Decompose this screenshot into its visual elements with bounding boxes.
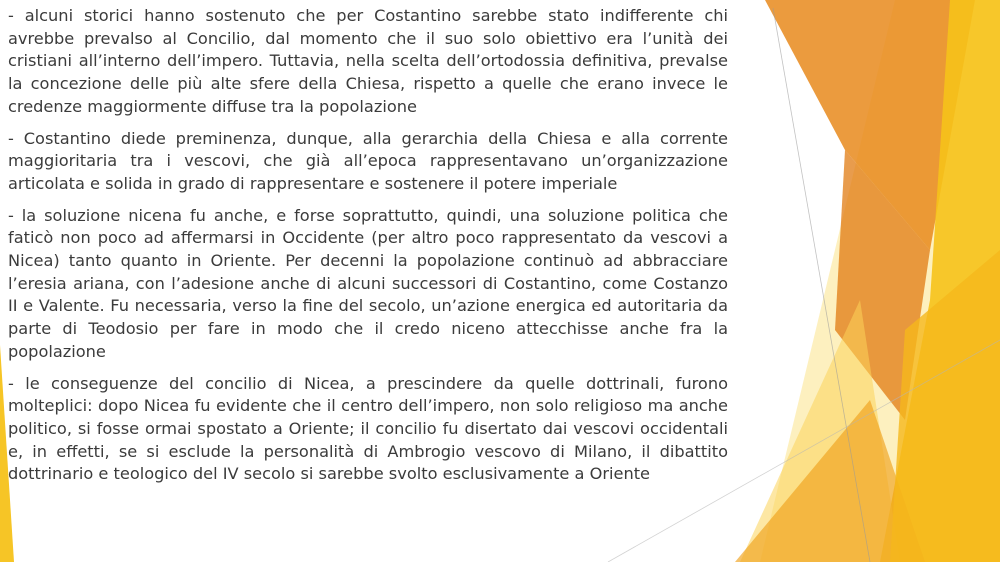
paragraph-1: - alcuni storici hanno sostenuto che per Costantino sarebbe stato indifferente chi avrebbe prevalso al Concilio, dal momento che il suo solo obiettivo era l’unità dei cristiani all’interno dell’impero. Tuttavia, nella scelta dell’ortodossia definitiva, prevalse la concezione delle più alte sfere della Chiesa, rispetto a quelle che erano invece le credenze maggiormente diffuse tra la popolazione — [8, 6, 728, 116]
paragraph-2: - Costantino diede preminenza, dunque, alla gerarchia della Chiesa e alla corrente maggioritaria tra i vescovi, che già all’epoca rappresentavano un’organizzazione articolata e solida in grado di rappresentare e sostenere il potere imperiale — [8, 128, 728, 193]
slide-text-body — [8, 5, 728, 495]
paragraph-4: - le conseguenze del concilio di Nicea, a prescindere da quelle dottrinali, furono molteplici: dopo Nicea fu evidente che il centro dell’impero, non solo religioso ma anche politico, si fosse ormai spostato a Oriente; il concilio fu disertato dai vescovi occidentali e, in effetti, se si esclude la personalità di Ambrogio vescovo di Milano, il dibattito dottrinario e teologico del IV secolo si sarebbe svolto esclusivamente a Oriente — [8, 373, 728, 484]
paragraph-3: - la soluzione nicena fu anche, e forse soprattutto, quindi, una soluzione politica che faticò non poco ad affermarsi in Occidente (per altro poco rappresentato da vescovi a Nicea) tanto quanto in Oriente. Per decenni la popolazione continuò ad abbracciare l’eresia ariana, con l’adesione anche di alcuni successori di Costantino, come Costanzo II e Valente. Fu necessaria, verso la fine del secolo, un’azione energica ed autoritaria da parte di Teodosio per fare in modo che il credo niceno attecchisse anche fra la popolazione — [8, 205, 728, 361]
